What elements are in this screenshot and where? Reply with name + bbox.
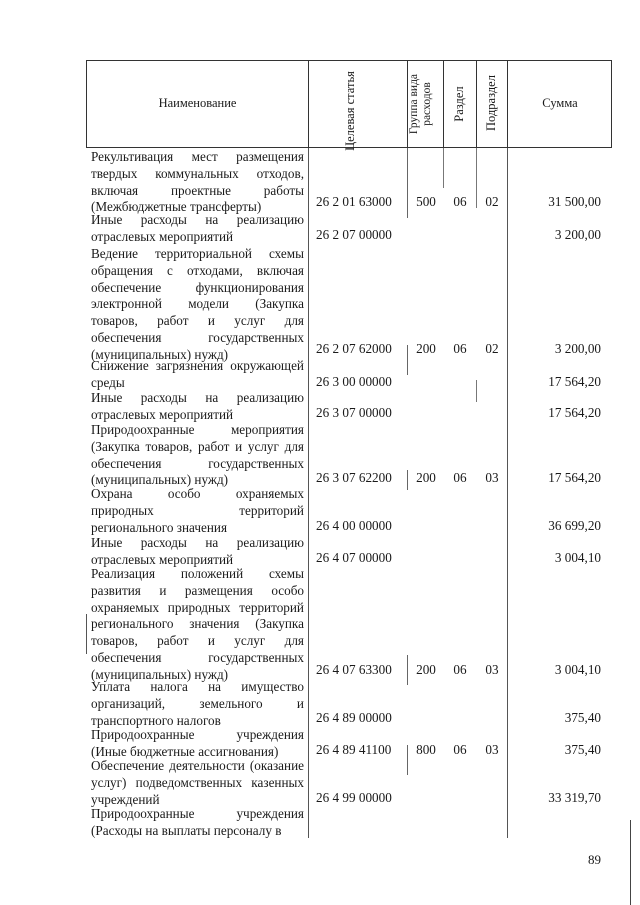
row-sum: 17 564,20 xyxy=(548,374,601,389)
col-line-right xyxy=(611,60,612,148)
row-name: Реализация положений схемы развития и размещения особо охраняемых природных территорий регионального значения (Закупка товаров, работ и услуг для обеспечения государственных (муниципальных) нужд) xyxy=(91,566,304,682)
scan-edge xyxy=(630,820,631,905)
row-name: Уплата налога на имущество организаций, земельного и транспортного налогов xyxy=(91,679,304,728)
row-code: 26 2 07 00000 xyxy=(316,227,392,242)
row-sum: 3 200,00 xyxy=(554,227,601,242)
row-group: 200 xyxy=(416,662,436,677)
row-code: 26 4 07 00000 xyxy=(316,550,392,565)
body-line-1 xyxy=(308,148,309,838)
body-line-2e xyxy=(407,745,408,775)
header-name: Наименование xyxy=(158,96,237,110)
row-name: Обеспечение деятельности (оказание услуг) подведомственных казенных учреждений xyxy=(91,758,304,807)
row-code: 26 4 89 00000 xyxy=(316,710,392,725)
col-line-4 xyxy=(476,60,477,148)
row-sum: 3 004,10 xyxy=(554,550,601,565)
row-group: 200 xyxy=(416,341,436,356)
row-code: 26 4 00 00000 xyxy=(316,518,392,533)
row-name: Природоохранные мероприятия (Закупка товаров, работ и услуг для обеспечения государственных (муниципальных) нужд) xyxy=(91,422,304,488)
row-subsection: 03 xyxy=(485,470,499,485)
row-code: 26 2 07 62000 xyxy=(316,341,392,356)
row-sum: 36 699,20 xyxy=(548,518,601,533)
header-subsection: Подраздел xyxy=(484,75,498,131)
header-section: Раздел xyxy=(452,86,466,122)
row-sum: 375,40 xyxy=(564,742,601,757)
row-name: Снижение загрязнения окружающей среды xyxy=(91,358,304,390)
row-code: 26 3 00 00000 xyxy=(316,374,392,389)
row-sum: 375,40 xyxy=(564,710,601,725)
body-line-2d xyxy=(407,655,408,685)
row-sum: 3 200,00 xyxy=(554,341,601,356)
row-subsection: 03 xyxy=(485,662,499,677)
header-group-text: Группа вида расходов xyxy=(408,73,433,135)
row-sum: 31 500,00 xyxy=(548,194,601,209)
body-line-2b xyxy=(407,345,408,375)
row-section: 06 xyxy=(453,341,467,356)
row-sum: 17 564,20 xyxy=(548,405,601,420)
row-name: Охрана особо охраняемых природных территорий регионального значения xyxy=(91,486,304,535)
col-line-5 xyxy=(507,60,508,148)
row-code: 26 4 89 41100 xyxy=(316,742,392,757)
row-name: Иные расходы на реализацию отраслевых мероприятий xyxy=(91,212,304,244)
row-name: Природоохранные учреждения (Иные бюджетные ассигнования) xyxy=(91,727,304,759)
body-line-2c xyxy=(407,470,408,490)
row-name: Рекультивация мест размещения твердых коммунальных отходов, включая проектные работы (Межбюджетные трансферты) xyxy=(91,149,304,215)
table-top-border xyxy=(86,60,612,61)
header-target-text: Целевая статья xyxy=(343,71,357,151)
row-section: 06 xyxy=(453,742,467,757)
body-line-left xyxy=(86,614,87,654)
row-code: 26 3 07 00000 xyxy=(316,405,392,420)
row-code: 26 4 99 00000 xyxy=(316,790,392,805)
row-group: 800 xyxy=(416,742,436,757)
row-name: Иные расходы на реализацию отраслевых мероприятий xyxy=(91,390,304,422)
row-sum: 3 004,10 xyxy=(554,662,601,677)
row-subsection: 02 xyxy=(485,194,499,209)
row-subsection: 03 xyxy=(485,742,499,757)
row-group: 200 xyxy=(416,470,436,485)
body-line-2 xyxy=(407,148,408,218)
row-sum: 33 319,70 xyxy=(548,790,601,805)
col-line-3 xyxy=(443,60,444,148)
row-sum: 17 564,20 xyxy=(548,470,601,485)
header-sum: Сумма xyxy=(542,96,578,110)
col-line-left xyxy=(86,60,87,148)
body-line-4b xyxy=(476,380,477,402)
row-code: 26 2 01 63000 xyxy=(316,194,392,209)
row-group: 500 xyxy=(416,194,436,209)
row-name: Иные расходы на реализацию отраслевых мероприятий xyxy=(91,535,304,567)
row-code: 26 4 07 63300 xyxy=(316,662,392,677)
row-code: 26 3 07 62200 xyxy=(316,470,392,485)
row-section: 06 xyxy=(453,662,467,677)
row-section: 06 xyxy=(453,470,467,485)
header-group xyxy=(408,56,440,152)
row-section: 06 xyxy=(453,194,467,209)
col-line-1 xyxy=(308,60,309,148)
body-line-3 xyxy=(443,148,444,188)
body-line-5 xyxy=(507,148,508,838)
row-subsection: 02 xyxy=(485,341,499,356)
header-target xyxy=(343,71,373,151)
row-name: Природоохранные учреждения (Расходы на выплаты персоналу в xyxy=(91,806,304,838)
page-number: 89 xyxy=(588,852,601,867)
row-name: Ведение территориальной схемы обращения с отходами, включая обеспечение функционирования электронной модели (Закупка товаров, работ и услуг для обеспечения государственных (муниципальных) нужд) xyxy=(91,246,304,362)
